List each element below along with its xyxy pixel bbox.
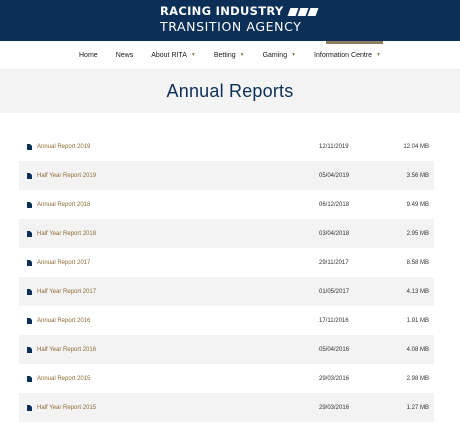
table-row[interactable] (19, 306, 434, 335)
report-size: 3.56 MB (406, 172, 429, 179)
report-name-link[interactable]: Half Year Report 2016 (37, 346, 97, 353)
report-size: 1.27 MB (406, 404, 429, 411)
report-date: 29/03/2016 (319, 375, 350, 382)
reports-table (19, 132, 434, 422)
table-row[interactable] (19, 219, 434, 248)
report-date: 03/04/2018 (319, 230, 350, 237)
report-size: 4.13 MB (406, 288, 429, 295)
table-row[interactable] (19, 190, 434, 219)
nav-item-information-centre[interactable]: Information Centre ▼ (314, 51, 381, 59)
report-name-link[interactable]: Half Year Report 2017 (37, 288, 97, 295)
document-icon (27, 318, 32, 324)
active-nav-accent (326, 41, 383, 44)
report-date: 12/11/2019 (319, 143, 349, 150)
report-name-link[interactable]: Half Year Report 2019 (37, 172, 97, 179)
document-icon (27, 289, 32, 295)
report-name-link[interactable]: Annual Report 2016 (37, 317, 91, 324)
document-icon (27, 260, 32, 266)
table-row[interactable] (19, 248, 434, 277)
caret-down-icon: ▼ (239, 52, 245, 58)
document-icon (27, 173, 32, 179)
main-nav (0, 41, 460, 70)
document-icon (27, 202, 32, 208)
report-date: 01/05/2017 (319, 288, 350, 295)
caret-down-icon: ▼ (190, 52, 196, 58)
logo-line-2: TRANSITION AGENCY (160, 18, 302, 34)
logo-line-1: RACING INDUSTRY (160, 4, 284, 18)
caret-down-icon: ▼ (376, 52, 381, 58)
report-size: 4.08 MB (406, 346, 429, 353)
caret-down-icon: ▼ (291, 52, 297, 58)
table-row[interactable] (19, 277, 434, 306)
nav-item-about-rita[interactable]: About RITA ▼ (151, 51, 196, 59)
report-date: 05/04/2019 (319, 172, 350, 179)
report-name-link[interactable]: Annual Report 2019 (37, 143, 91, 150)
report-name-link[interactable]: Half Year Report 2015 (37, 404, 97, 411)
nav-item-betting[interactable]: Betting ▼ (213, 51, 245, 59)
logo-stripes-icon (289, 8, 319, 16)
site-header (0, 0, 460, 41)
report-size: 2.95 MB (406, 230, 429, 237)
report-name-link[interactable]: Half Year Report 2018 (37, 230, 97, 237)
table-row[interactable] (19, 335, 434, 364)
report-name-link[interactable]: Annual Report 2015 (37, 375, 91, 382)
report-name-link[interactable]: Annual Report 2017 (37, 259, 91, 266)
nav-item-home[interactable]: Home (79, 51, 98, 59)
document-icon (27, 376, 32, 382)
table-row[interactable] (19, 132, 434, 161)
nav-item-gaming[interactable]: Gaming ▼ (262, 51, 297, 59)
document-icon (27, 347, 32, 353)
table-row[interactable] (19, 364, 434, 393)
report-size: 9.49 MB (406, 201, 429, 208)
nav-item-news[interactable]: News (115, 51, 134, 59)
report-date: 29/11/2017 (319, 259, 349, 266)
report-date: 17/11/2016 (319, 317, 349, 324)
page-title: Annual Reports (166, 81, 294, 101)
document-icon (27, 231, 32, 237)
table-row[interactable] (19, 393, 434, 422)
report-size: 1.91 MB (406, 317, 429, 324)
report-date: 06/12/2018 (319, 201, 350, 208)
table-row[interactable] (19, 161, 434, 190)
report-size: 8.58 MB (406, 259, 429, 266)
page-hero (0, 70, 460, 113)
report-name-link[interactable]: Annual Report 2018 (37, 201, 91, 208)
document-icon (27, 405, 32, 411)
report-size: 12.04 MB (403, 143, 429, 150)
report-size: 2.98 MB (406, 375, 429, 382)
report-date: 29/03/2016 (319, 404, 350, 411)
site-logo[interactable] (160, 6, 319, 33)
report-date: 05/04/2016 (319, 346, 350, 353)
document-icon (27, 144, 32, 150)
